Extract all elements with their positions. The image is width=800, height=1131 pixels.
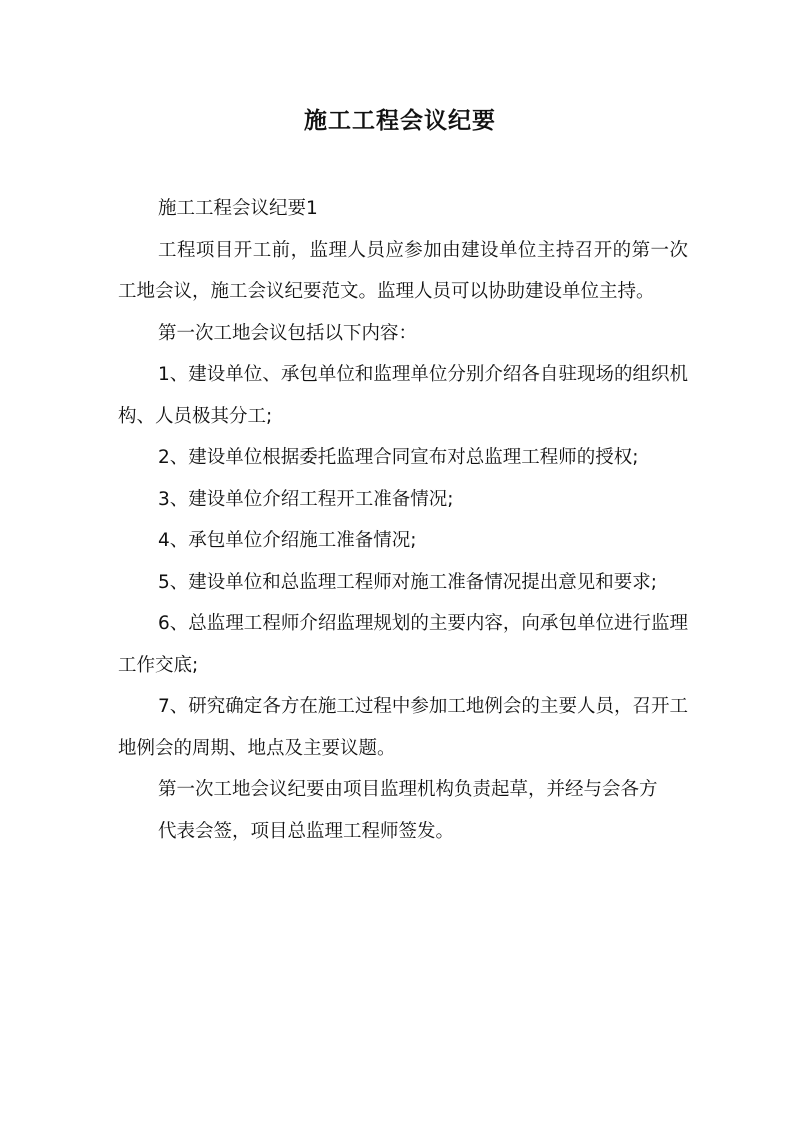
list-item: 2、建设单位根据委托监理合同宣布对总监理工程师的授权;	[158, 447, 639, 468]
list-item: 5、建设单位和总监理工程师对施工准备情况提出意见和要求;	[158, 571, 658, 593]
list-item: 1、建设单位、承包单位和监理单位分别介绍各自驻现场的组织机构、人员极其分工;	[118, 364, 688, 427]
section-heading: 施工工程会议纪要1	[158, 198, 318, 219]
paragraph-drafting: 第一次工地会议纪要由项目监理机构负责起草，并经与会各方	[158, 779, 658, 800]
list-item: 4、承包单位介绍施工准备情况;	[158, 530, 417, 551]
list-item: 3、建设单位介绍工程开工准备情况;	[158, 488, 454, 510]
list-item: 7、研究确定各方在施工过程中参加工地例会的主要人员，召开工地例会的周期、地点及主要议题。	[118, 696, 688, 759]
paragraph-signing: 代表会签，项目总监理工程师签发。	[158, 820, 455, 842]
document-title: 施工工程会议纪要	[304, 108, 496, 134]
paragraph-intro: 工程项目开工前，监理人员应参加由建设单位主持召开的第一次工地会议，施工会议纪要范文。监理人员可以协助建设单位主持。	[118, 239, 688, 302]
paragraph-contents-heading: 第一次工地会议包括以下内容：	[158, 322, 418, 344]
document-body	[118, 188, 688, 852]
list-item: 6、总监理工程师介绍监理规划的主要内容，向承包单位进行监理工作交底;	[118, 613, 688, 676]
